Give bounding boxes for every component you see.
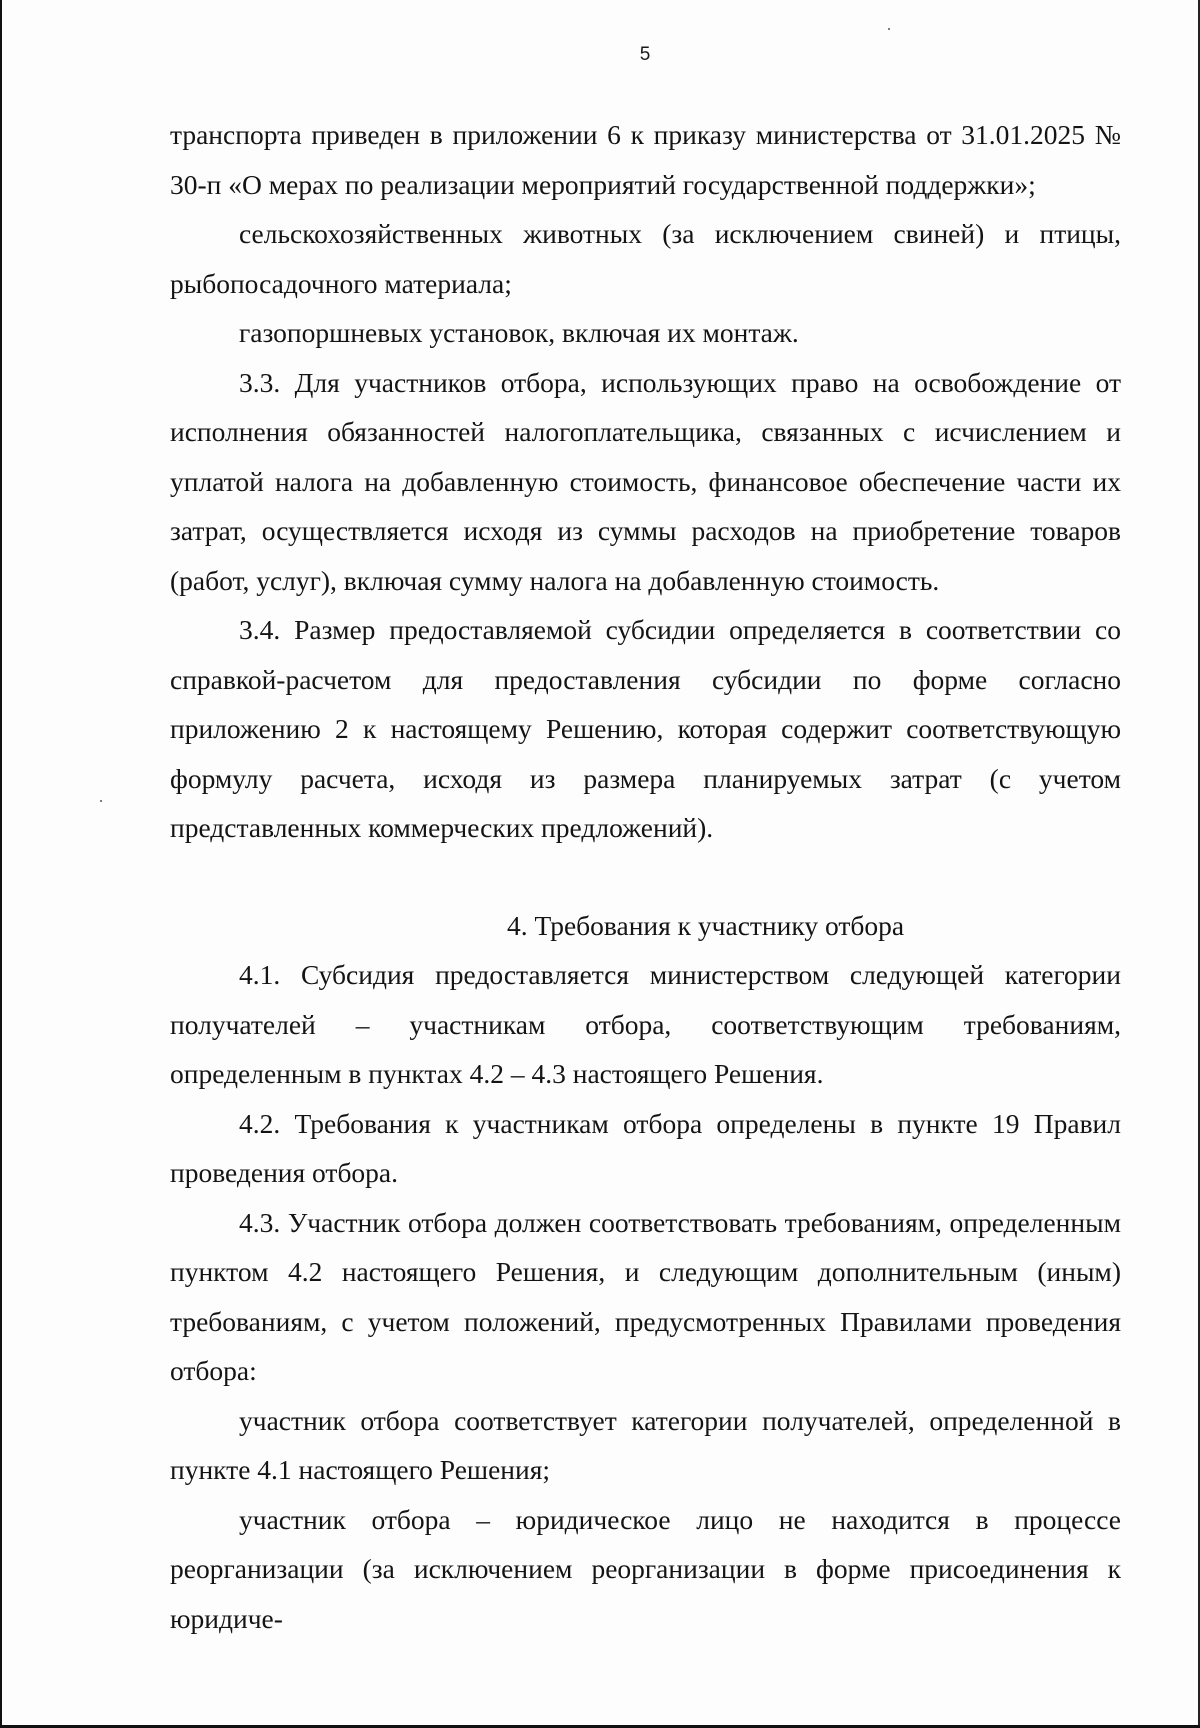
scan-speck — [100, 800, 102, 802]
paragraph-livestock: сельскохозяйственных животных (за исключением свиней) и птицы, рыбопосадочного материала; — [170, 218, 1121, 299]
paragraph-category: участник отбора соответствует категории получателей, определенной в пункте 4.1 настоящего Решения; — [170, 1404, 1121, 1485]
paragraph-4-1: 4.1. Субсидия предоставляется министерством следующей категории получателей – участникам отбора, соответствующим требованиям, определенным в пунктах 4.2 – 4.3 настоящего Решения. — [170, 959, 1121, 1089]
paragraph-3-3: 3.3. Для участников отбора, использующих право на освобождение от исполнения обязанностей налогоплательщика, связанных с исчислением и уплатой налога на добавленную стоимость, финансовое обеспечение части их затрат, осуществляется исходя из суммы расходов на приобретение товаров (работ, услуг), включая сумму налога на добавленную стоимость. — [170, 366, 1121, 596]
scan-edge-left — [0, 0, 2, 1728]
page-number: 5 — [639, 44, 651, 65]
document-body — [170, 110, 1121, 1643]
paragraph-4-3: 4.3. Участник отбора должен соответствовать требованиям, определенным пунктом 4.2 настоящего Решения, и следующим дополнительным (иным) требованиям, с учетом положений, предусмотренных Правилами проведения отбора: — [170, 1206, 1121, 1386]
paragraph-reorganization: участник отбора – юридическое лицо не находится в процессе реорганизации (за исключением реорганизации в форме присоединения к юридиче- — [170, 1503, 1121, 1634]
paragraph-3-4: 3.4. Размер предоставляемой субсидии определяется в соответствии со справкой-расчетом для предоставления субсидии по форме согласно приложению 2 к настоящему Решению, которая содержит соответствующую формулу расчета, исходя из размера планируемых затрат (с учетом представленных коммерческих предложений). — [170, 614, 1121, 843]
paragraph-4-2: 4.2. Требования к участникам отбора определены в пункте 19 Правил проведения отбора. — [170, 1107, 1121, 1188]
paragraph-transport-continuation: транспорта приведен в приложении 6 к приказу министерства от 31.01.2025 № 30-п «О мерах по реализации мероприятий государственной поддержки»; — [170, 119, 1121, 200]
section-heading-4: 4. Требования к участнику отбора — [506, 909, 905, 941]
scan-speck — [888, 28, 890, 30]
paragraph-gas-piston: газопоршневых установок, включая их монтаж. — [239, 317, 799, 348]
